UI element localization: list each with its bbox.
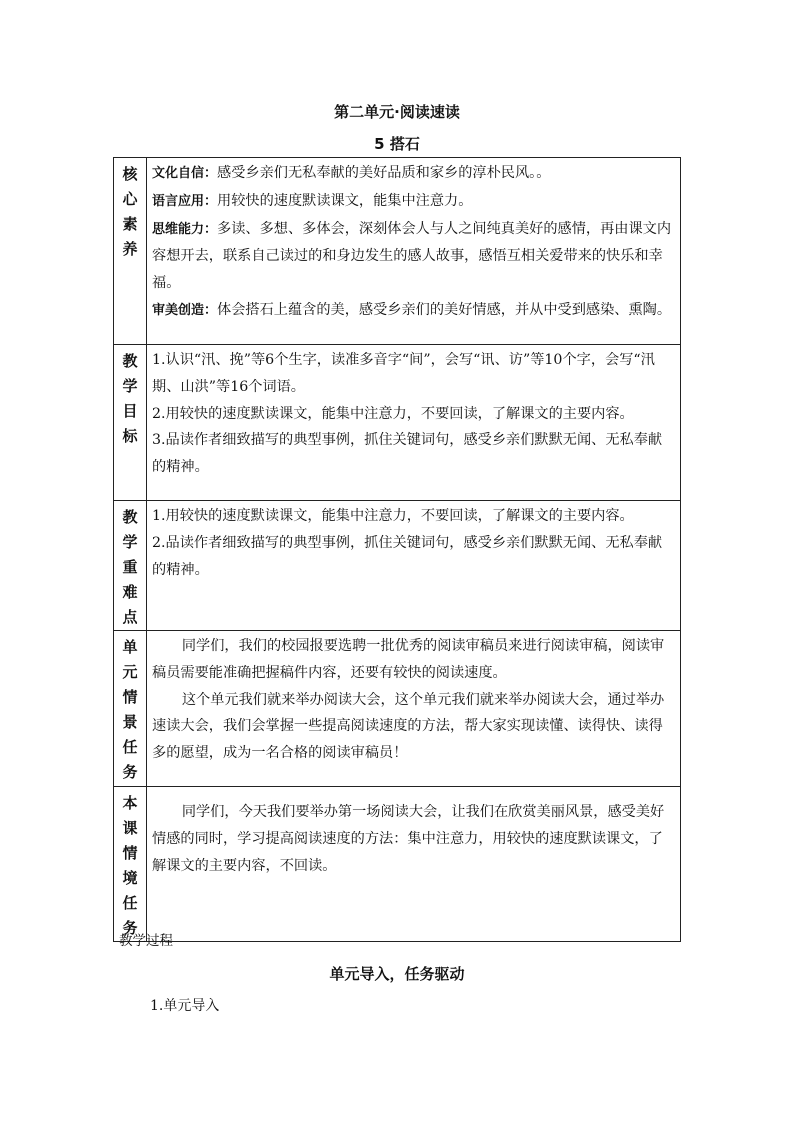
goal-item: 1.认识“汛、挽”等6个生字，读准多音字“间”，会写“讯、访”等10个字，会写“汛期、山洪”等16个词语。 [152,352,655,395]
table-row-key-points [114,501,681,631]
goal-item: 3.品读作者细致描写的典型事例，抓住关键词句，感受乡亲们默默无闻、无私奉献的精神。 [152,432,663,476]
goal-item: 2.用较快的速度默读课文，能集中注意力，不要回读，了解课文的主要内容。 [152,405,634,422]
section-title: 单元导入，任务驱动 [329,965,465,983]
table-row-teaching-goals [114,345,681,501]
row-label-key-points: 教 学 重 难 点 [114,501,147,631]
table-row-lesson-task [114,787,681,942]
unit-task-paragraph: 这个单元我们就来举办阅读大会，这个单元我们就来举办阅读大会，通过举办速读大会，我们会掌握一些提高阅读速度的方法，帮大家实现读懂、读得快、读得多的愿望，成为一名合格的阅读审稿员！ [152,691,665,762]
row-label-core-literacy: 核 心 素 养 [114,158,147,345]
process-heading: 教学过程 [119,933,173,949]
row-label-lesson-task: 本 课 情 境 任 务 [114,787,147,942]
table-row-core-literacy [114,158,681,345]
lesson-plan-table [113,157,681,942]
item-aesthetic-creation: 审美创造：体会搭石上蕴含的美，感受乡亲们的美好情感，并从中受到感染、熏陶。 [152,301,672,318]
item-thinking-ability: 思维能力：多读、多想、多体会，深刻体会人与人之间纯真美好的感情，再由课文内容想开去，联系自己读过的和身边发生的感人故事，感悟互相关爱带来的快乐和幸福。 [152,220,672,292]
unit-title: 第二单元·阅读速读 [334,103,460,121]
lesson-title: 5 搭石 [374,135,420,153]
key-point-item: 1.用较快的速度默读课文，能集中注意力，不要回读，了解课文的主要内容。 [152,508,634,524]
lesson-task-content [147,787,681,942]
core-literacy-content [147,158,681,345]
unit-task-paragraph: 同学们，我们的校园报要选聘一批优秀的阅读审稿员来进行阅读审稿，阅读审稿员需要能准确把握稿件内容，还要有较快的阅读速度。 [152,638,665,681]
step-heading: 1.单元导入 [150,998,220,1014]
row-label-teaching-goals: 教 学 目 标 [114,345,147,501]
item-cultural-confidence: 文化自信：感受乡亲们无私奉献的美好品质和家乡的淳朴民风。。 [152,165,551,181]
table-row-unit-task [114,631,681,787]
item-language-use: 语言应用：用较快的速度默读课文，能集中注意力。 [152,192,473,209]
key-points-content [147,501,681,631]
row-label-unit-task: 单 元 情 景 任 务 [114,631,147,787]
teaching-goals-content [147,345,681,501]
lesson-task-paragraph: 同学们，今天我们要举办第一场阅读大会，让我们在欣赏美丽风景，感受美好情感的同时，学习提高阅读速度的方法：集中注意力，用较快的速度默读课文，了解课文的主要内容，不回读。 [152,804,665,874]
key-point-item: 2.品读作者细致描写的典型事例，抓住关键词句，感受乡亲们默默无闻、无私奉献的精神。 [152,534,663,578]
unit-task-content [147,631,681,787]
